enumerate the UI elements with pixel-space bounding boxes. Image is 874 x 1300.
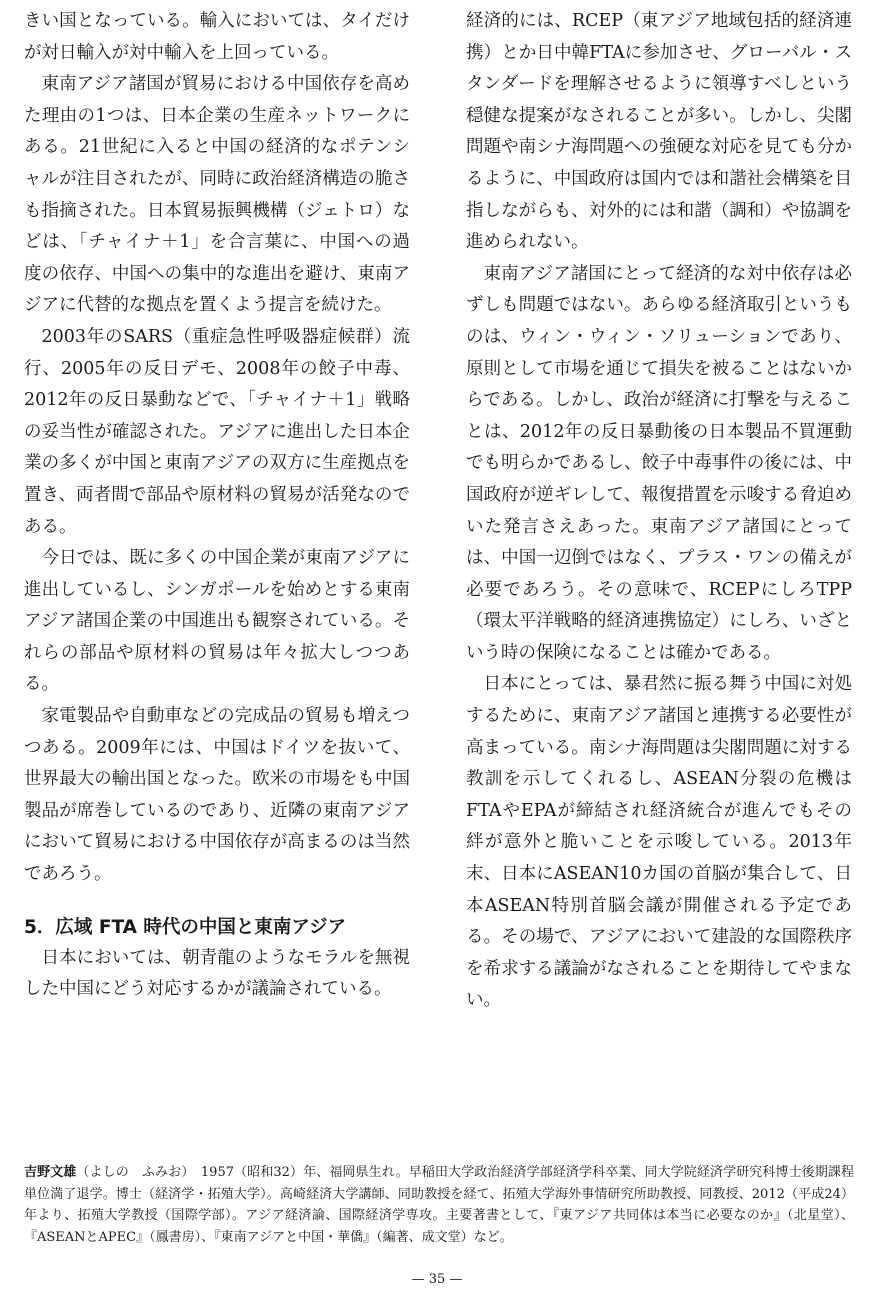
paragraph: 東南アジア諸国が貿易における中国依存を高めた理由の1つは、日本企業の生産ネットワークにある。21世紀に入ると中国の経済的なポテンシャルが注目されたが、同時に政治経済構造の脆さも指摘された。日本貿易振興機構（ジェトロ）などは、「チャイナ＋1」を合言葉に、中国への過度の依存、中国への集中的な進出を避け、東南アジアに代替的な拠点を置くよう提言を続けた。 (24, 74, 410, 316)
paragraph: 今日では、既に多くの中国企業が東南アジアに進出しているし、シンガポールを始めとする東南アジア諸国企業の中国進出も観察されている。それらの部品や原材料の貿易は年々拡大しつつある。 (24, 548, 410, 695)
paragraph: 日本においては、朝青龍のようなモラルを無視した中国にどう対応するかが議論されている。 (24, 947, 410, 1000)
right-column (466, 6, 852, 1017)
paragraph: 日本にとっては、暴君然に振る舞う中国に対処するために、東南アジア諸国と連携する必要性が高まっている。南シナ海問題は尖閣問題に対する教訓を示してくれるし、ASEAN分裂の危機はFTAやEPAが締結され経済統合が進んでもその絆が意外と脆いことを示唆している。2013年末、日本にASEAN10カ国の首脳が集合して、日本ASEAN特別首脳会議が開催される予定である。その場で、アジアにおいて建設的な国際秩序を希求する議論がなされることを期待してやまない。 (466, 674, 852, 1011)
left-column (24, 6, 410, 1006)
section-heading: 5．広域 FTA 時代の中国と東南アジア (24, 916, 347, 938)
author-name: 吉野文雄 (24, 1165, 77, 1180)
page-number: — 35 — (411, 1272, 463, 1287)
author-biography (24, 1162, 854, 1248)
paragraph: 家電製品や自動車などの完成品の貿易も増えつつある。2009年には、中国はドイツを抜いて、世界最大の輸出国となった。欧米の市場をも中国製品が席巻しているのであり、近隣の東南アジアにおいて貿易における中国依存が高まるのは当然であろう。 (24, 706, 410, 885)
paragraph: 経済的には、RCEP（東アジア地域包括的経済連携）とか日中韓FTAに参加させ、グローバル・スタンダードを理解させるように領導すべしという穏健な提案がなされることが多い。しかし、尖閣問題や南シナ海問題への強硬な対応を見ても分かるように、中国政府は国内では和諧社会構築を目指しながらも、対外的には和諧（調和）や協調を進められない。 (466, 11, 852, 253)
paragraph: きい国となっている。輸入においては、タイだけが対日輸入が対中輸入を上回っている。 (24, 11, 410, 63)
author-biography-text: （よしの ふみお） 1957（昭和32）年、福岡県生れ。早稲田大学政治経済学部経済学科卒業、同大学院経済学研究科博士後期課程単位満了退学。博士（経済学・拓殖大学）。高崎経済大学講師、同助教授を経て、拓殖大学海外事情研究所助教授、同教授、2012（平成24）年より、拓殖大学教授（国際学部）。アジア経済論、国際経済学専攻。主要著書として、『東アジア共同体は本当に必要なのか』（北星堂）、『ASEANとAPEC』（鳳書房）、『東南アジアと中国・華僑』（編著、成文堂）など。 (24, 1165, 854, 1245)
paragraph: 2003年のSARS（重症急性呼吸器症候群）流行、2005年の反日デモ、2008年の餃子中毒、2012年の反日暴動などで、「チャイナ＋1」戦略の妥当性が確認された。アジアに進出した日本企業の多くが中国と東南アジアの双方に生産拠点を置き、両者間で部品や原材料の貿易が活発なのである。 (24, 326, 410, 537)
paragraph: 東南アジア諸国にとって経済的な対中依存は必ずしも問題ではない。あらゆる経済取引というものは、ウィン・ウィン・ソリューションであり、原則として市場を通じて損失を被ることはないからである。しかし、政治が経済に打撃を与えることは、2012年の反日暴動後の日本製品不買運動でも明らかであるし、餃子中毒事件の後には、中国政府が逆ギレして、報復措置を示唆する脅迫めいた発言さえあった。東南アジア諸国にとっては、中国一辺倒ではなく、プラス・ワンの備えが必要であろう。その意味で、RCEPにしろTPP（環太平洋戦略的経済連携協定）にしろ、いざという時の保険になることは確かである。 (466, 263, 852, 663)
